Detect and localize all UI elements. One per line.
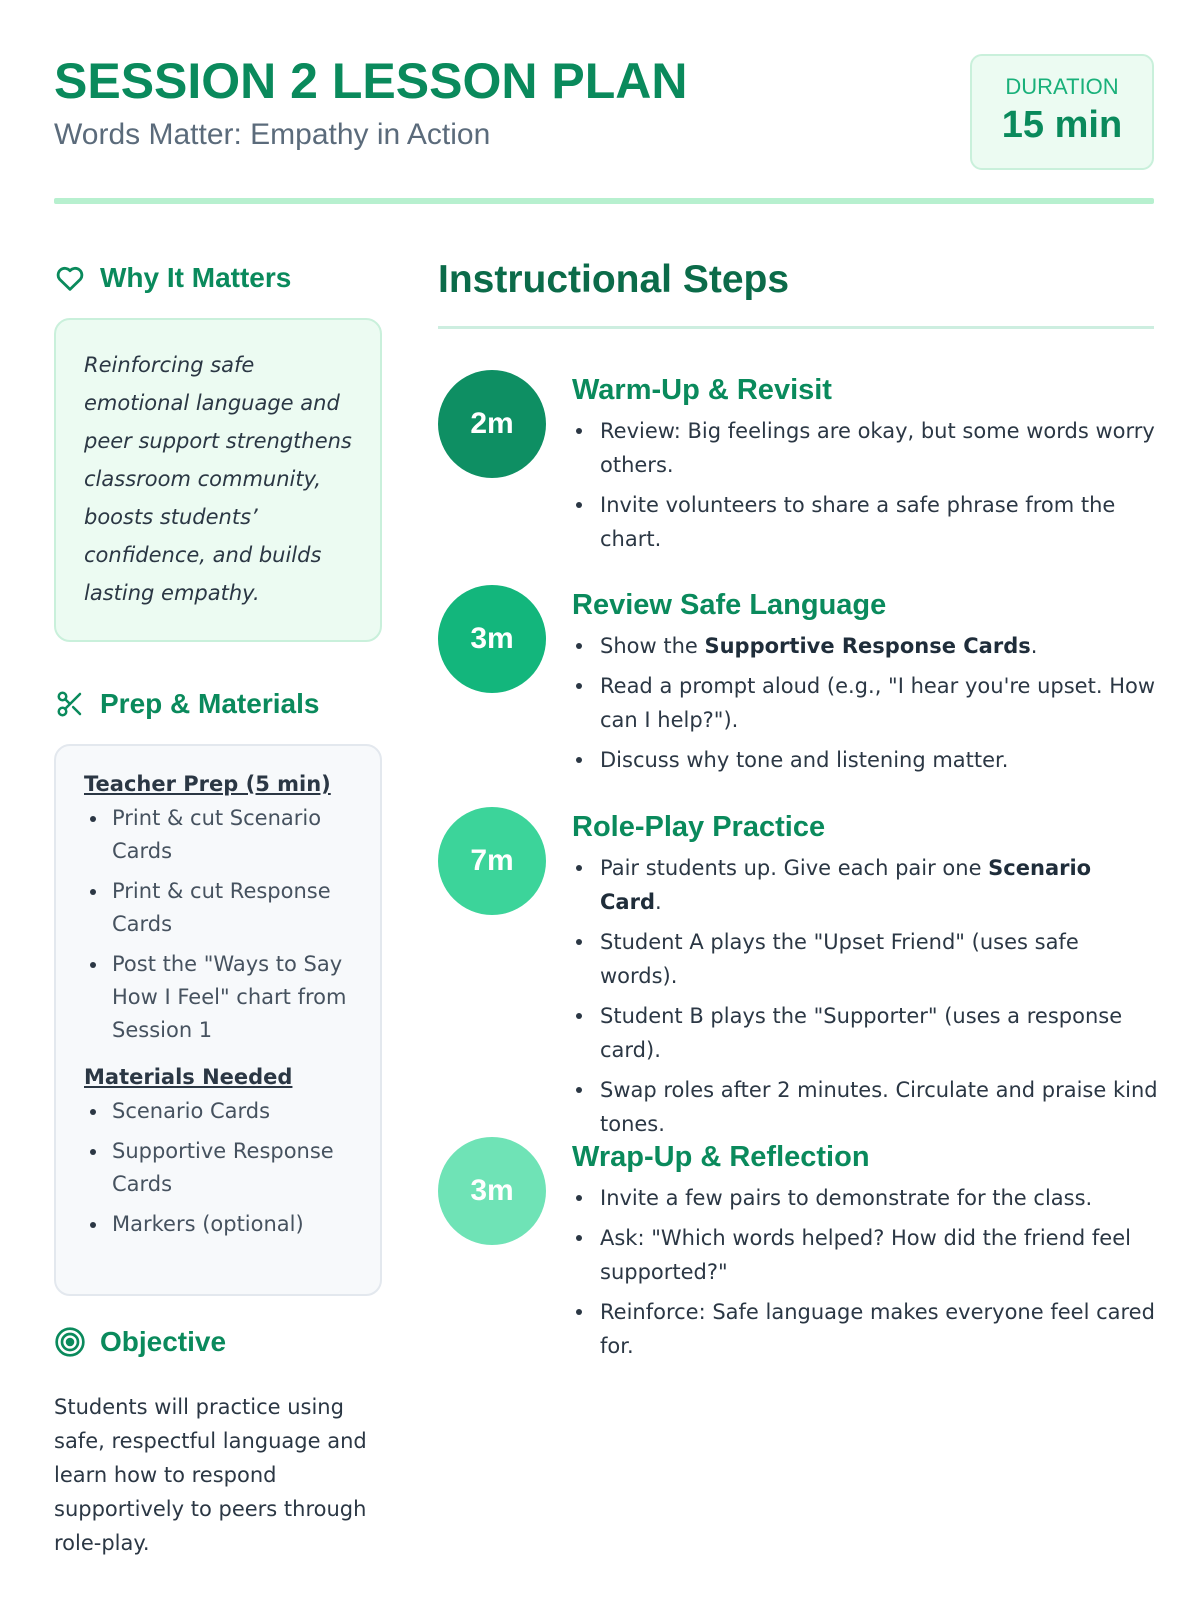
step-time-badge: 2m [438,370,546,478]
list-item: Print & cut Response Cards [84,875,358,941]
header-divider [54,198,1154,204]
target-icon [54,1326,86,1358]
step-title: Role-Play Practice [572,811,826,843]
why-text: Reinforcing safe emotional language and peer support strengthens classroom community, boosts students’ confidence, and builds lasting empathy. [84,353,352,605]
step-title: Warm-Up & Revisit [572,374,832,406]
step-bullets [572,1181,1158,1369]
list-item: Print & cut Scenario Cards [84,802,358,868]
step-title: Review Safe Language [572,589,887,621]
prep-heading-text: Prep & Materials [100,688,320,719]
list-item: Student A plays the "Upset Friend" (uses safe words). [572,925,1158,993]
heart-icon [54,262,86,294]
list-item: Invite volunteers to share a safe phrase from the chart. [572,488,1158,556]
teacher-prep-list [84,802,358,1047]
prep-box [54,744,382,1296]
list-item: Ask: "Which words helped? How did the friend feel supported?" [572,1221,1158,1289]
step-time-badge: 3m [438,1137,546,1245]
prep-heading [54,688,319,720]
step-bullets [572,414,1158,562]
objective-text: Students will practice using safe, respectful language and learn how to respond supportively to peers through role-play. [54,1395,367,1555]
duration-label: DURATION [1005,74,1119,99]
list-item: Pair students up. Give each pair one Scenario Card. [572,851,1158,919]
steps-title: Instructional Steps [438,258,790,301]
page-subtitle: Words Matter: Empathy in Action [54,118,491,151]
duration-value: 15 min [1001,104,1123,146]
list-item: Markers (optional) [84,1208,358,1241]
list-item: Reinforce: Safe language makes everyone feel cared for. [572,1295,1158,1363]
list-item: Invite a few pairs to demonstrate for the class. [572,1181,1158,1215]
teacher-prep-heading: Teacher Prep (5 min) [84,772,331,796]
steps-divider [438,326,1154,329]
step-time-badge: 7m [438,807,546,915]
step-bullets [572,629,1158,783]
list-item: Scenario Cards [84,1095,358,1128]
duration-badge [970,54,1154,170]
list-item: Show the Supportive Response Cards. [572,629,1158,663]
page-title: SESSION 2 LESSON PLAN [54,53,688,109]
why-heading [54,262,291,294]
step-bullets [572,851,1158,1147]
materials-list [84,1095,358,1241]
list-item: Student B plays the "Supporter" (uses a response card). [572,999,1158,1067]
why-box [54,318,382,642]
step-title: Wrap-Up & Reflection [572,1141,870,1173]
list-item: Post the "Ways to Say How I Feel" chart from Session 1 [84,948,358,1047]
scissors-icon [54,688,86,720]
objective-heading [54,1326,226,1358]
materials-heading: Materials Needed [84,1065,293,1089]
list-item: Discuss why tone and listening matter. [572,743,1158,777]
list-item: Review: Big feelings are okay, but some words worry others. [572,414,1158,482]
step-time-badge: 3m [438,585,546,693]
why-heading-text: Why It Matters [100,262,292,293]
list-item: Supportive Response Cards [84,1135,358,1201]
list-item: Read a prompt aloud (e.g., "I hear you're upset. How can I help?"). [572,669,1158,737]
list-item: Swap roles after 2 minutes. Circulate and praise kind tones. [572,1073,1158,1141]
objective-heading-text: Objective [100,1326,227,1357]
